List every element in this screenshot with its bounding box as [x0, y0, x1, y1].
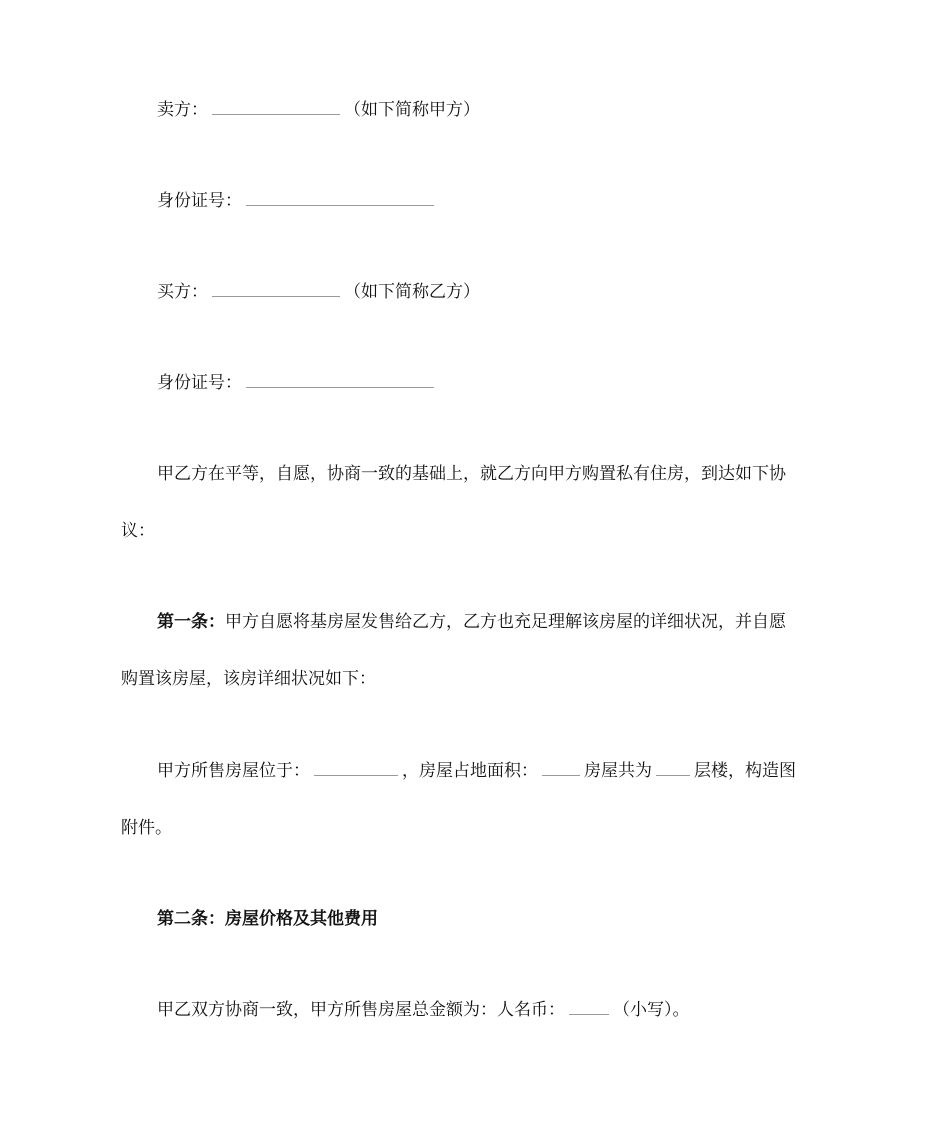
- seller-id-label: 身份证号：: [157, 191, 242, 211]
- price-suffix: （小写）。: [613, 1000, 690, 1020]
- seller-suffix: （如下简称甲方）: [344, 100, 480, 120]
- property-floors-label: 房屋共为: [584, 761, 652, 781]
- buyer-id-line: [157, 371, 438, 395]
- seller-id-line: [157, 189, 438, 213]
- seller-name-blank[interactable]: [212, 100, 340, 115]
- property-line-2: 附件。: [121, 818, 172, 838]
- article1-heading: 第一条：: [157, 612, 225, 632]
- price-amount-blank[interactable]: [569, 1000, 609, 1015]
- buyer-id-label: 身份证号：: [157, 373, 242, 393]
- price-line: [157, 998, 690, 1022]
- property-structure-label: 层楼，构造图: [694, 761, 796, 781]
- buyer-line: [157, 280, 480, 304]
- article1-line-2: 购置该房屋，该房详细状况如下：: [121, 669, 376, 689]
- buyer-name-blank[interactable]: [212, 282, 340, 297]
- buyer-suffix: （如下简称乙方）: [344, 282, 480, 302]
- article1-text: 甲方自愿将基房屋发售给乙方，乙方也充足理解该房屋的详细状况，并自愿: [225, 612, 786, 632]
- property-area-label: ，房屋占地面积：: [402, 761, 538, 781]
- seller-id-blank[interactable]: [246, 191, 434, 206]
- property-location-label: 甲方所售房屋位于：: [157, 761, 310, 781]
- article2-heading: 第二条：房屋价格及其他费用: [157, 909, 378, 929]
- property-location-blank[interactable]: [314, 761, 398, 776]
- seller-label: 卖方：: [157, 100, 208, 120]
- intro-line-2: 议：: [121, 521, 155, 541]
- article1-line-1: [157, 610, 786, 634]
- intro-line-1: 甲乙方在平等，自愿，协商一致的基础上，就乙方向甲方购置私有住房，到达如下协: [157, 464, 786, 484]
- property-floors-blank[interactable]: [656, 761, 690, 776]
- property-line-1: [157, 759, 796, 783]
- seller-line: [157, 98, 480, 122]
- buyer-label: 买方：: [157, 282, 208, 302]
- property-area-blank[interactable]: [542, 761, 580, 776]
- price-label: 甲乙双方协商一致，甲方所售房屋总金额为：人名币：: [157, 1000, 565, 1020]
- buyer-id-blank[interactable]: [246, 373, 434, 388]
